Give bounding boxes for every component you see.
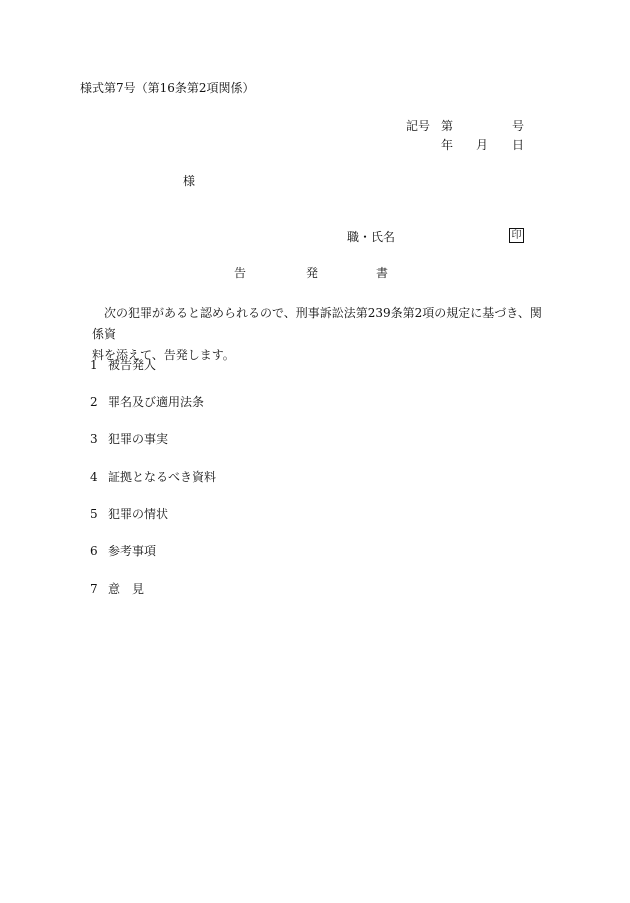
item-number: 4 <box>90 470 98 484</box>
item-number: 2 <box>90 395 98 409</box>
list-item <box>90 583 144 595</box>
list-item <box>90 508 168 520</box>
list-item <box>90 359 156 371</box>
item-label: 罪名及び適用法条 <box>108 395 205 409</box>
form-label: 様式第7号（第16条第2項関係） <box>80 81 255 95</box>
item-number: 7 <box>90 582 98 596</box>
dai-label: 第 <box>441 119 454 133</box>
item-label: 被告発人 <box>108 358 157 372</box>
item-label: 犯罪の情状 <box>108 507 169 521</box>
body-line-1: 次の犯罪があると認められるので、刑事訴訟法第239条第2項の規定に基づき、関係資 <box>92 306 542 341</box>
kigo-label: 記号 <box>406 119 431 133</box>
body-paragraph <box>92 303 552 366</box>
item-label: 参考事項 <box>108 544 157 558</box>
item-number: 1 <box>90 358 98 372</box>
month-label: 月 <box>476 138 489 152</box>
item-label: 犯罪の事実 <box>108 432 169 446</box>
title-char-3: 書 <box>376 266 389 280</box>
list-item <box>90 433 168 445</box>
go-label: 号 <box>512 119 525 133</box>
item-number: 3 <box>90 432 98 446</box>
year-label: 年 <box>441 138 454 152</box>
addressee-sama: 様 <box>183 174 196 188</box>
title-char-1: 告 <box>234 266 247 280</box>
item-number: 6 <box>90 544 98 558</box>
day-label: 日 <box>512 138 525 152</box>
list-item <box>90 545 156 557</box>
item-number: 5 <box>90 507 98 521</box>
title-char-2: 発 <box>306 266 319 280</box>
item-label: 証拠となるべき資料 <box>108 470 217 484</box>
item-label: 意 見 <box>108 582 145 596</box>
list-item <box>90 471 216 483</box>
seal-mark: 印 <box>509 228 524 243</box>
title-name-label: 職・氏名 <box>347 230 396 244</box>
list-item <box>90 396 204 408</box>
body-line-2: 料を添えて、告発します。 <box>92 348 235 362</box>
